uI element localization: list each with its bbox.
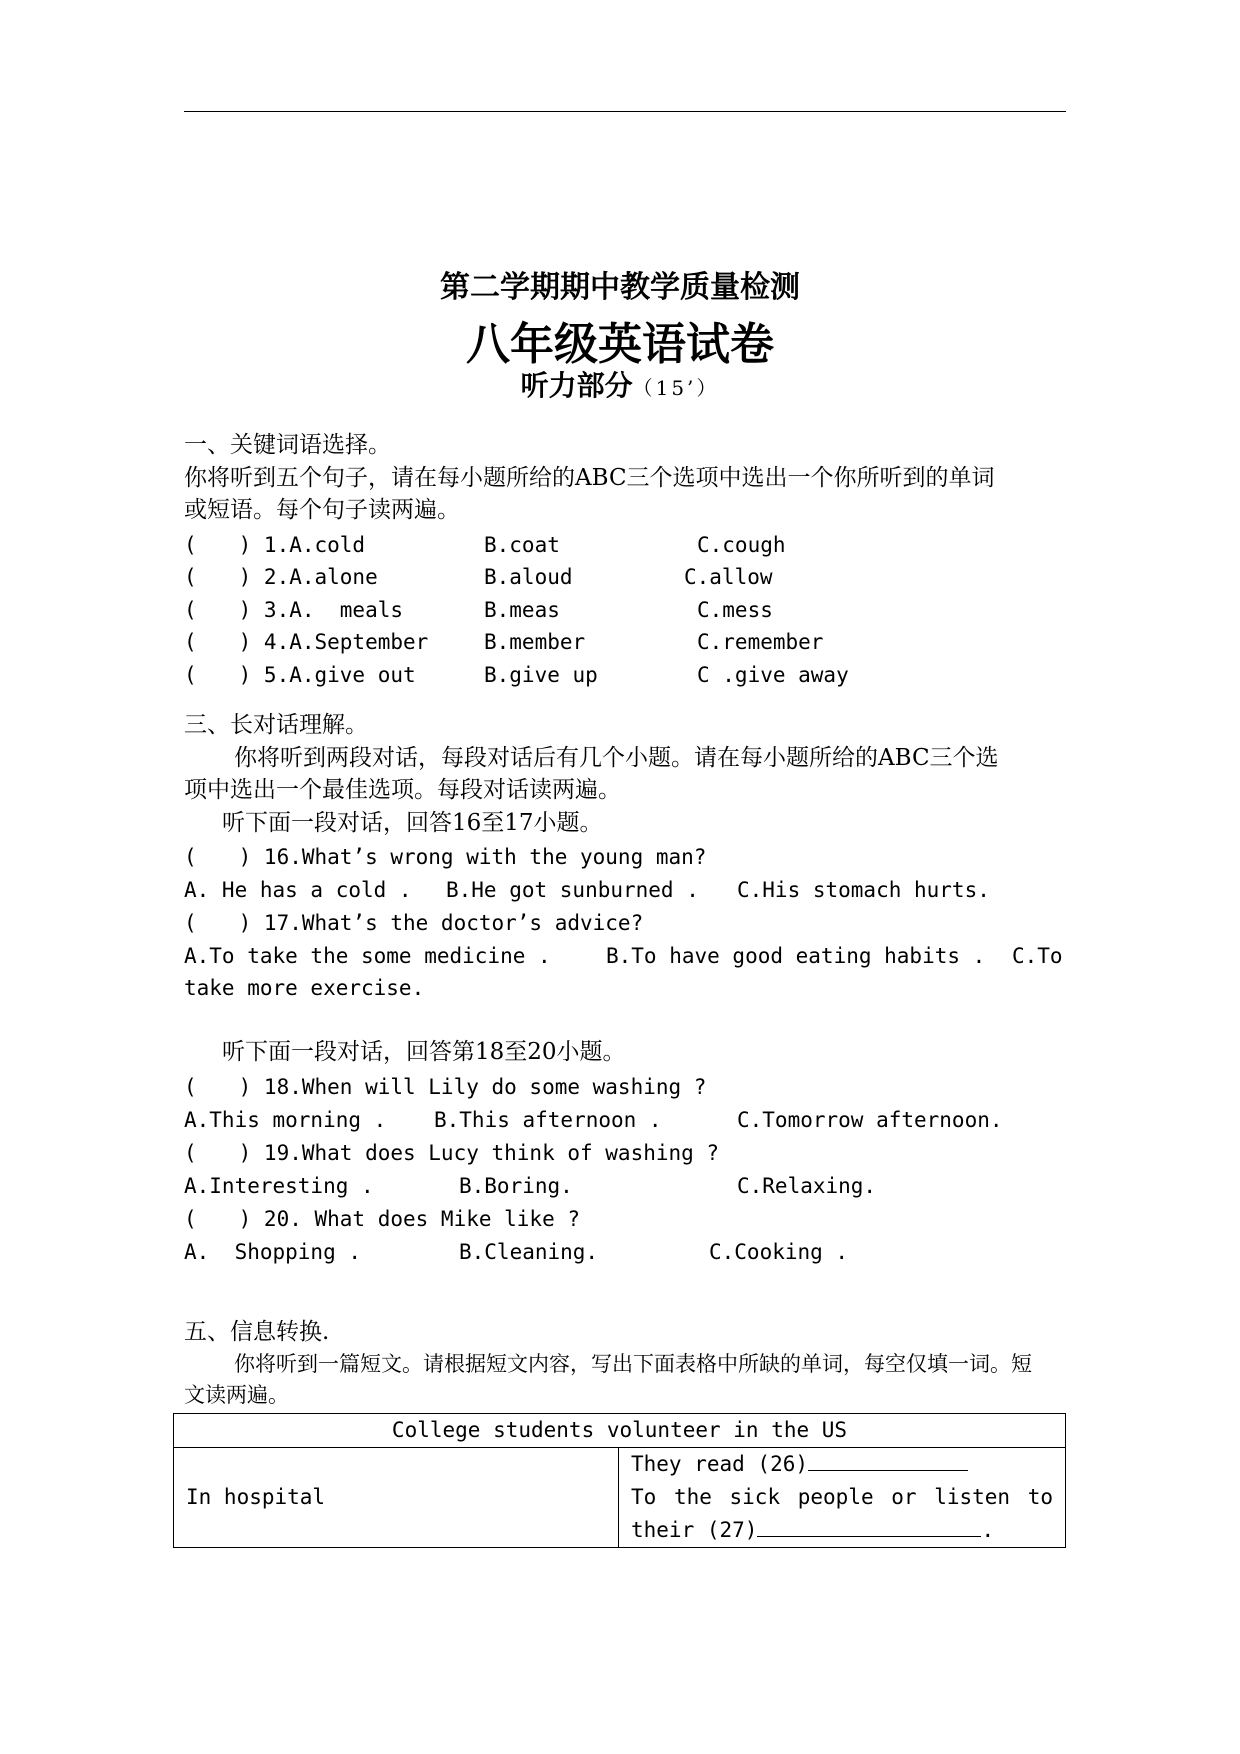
question-prefix: ( ) 2. bbox=[184, 565, 290, 589]
info-table bbox=[173, 1413, 1066, 1548]
option-c: C.cough bbox=[697, 533, 786, 557]
option-a: A.September bbox=[289, 630, 429, 654]
question-17: ( ) 17.What’s the doctor’s advice? bbox=[184, 911, 644, 935]
q20-option-a: A. Shopping . bbox=[184, 1240, 362, 1264]
exam-title-line2: 八年级英语试卷 bbox=[466, 319, 774, 370]
section3-heading: 三、长对话理解。 bbox=[184, 712, 368, 738]
exam-title-line3 bbox=[0, 364, 1240, 404]
option-a: A.alone bbox=[289, 565, 378, 589]
question-prefix: ( ) 1. bbox=[184, 533, 290, 557]
option-a: A.cold bbox=[289, 533, 366, 557]
section3-instruction: 你将听到两段对话，每段对话后有几个小题。请在每小题所给的ABC三个选 bbox=[234, 745, 999, 771]
q17-option-b: B.To have good eating habits . bbox=[606, 944, 986, 968]
q16-option-a: A. He has a cold . bbox=[184, 878, 412, 902]
activity-line2: To the sick people or listen to bbox=[631, 1485, 1053, 1509]
q18-option-a: A.This morning . bbox=[184, 1108, 387, 1132]
option-c: C .give away bbox=[697, 663, 849, 687]
q20-option-c: C.Cooking . bbox=[709, 1240, 849, 1264]
section1-instruction-cont: 或短语。每个句子读两遍。 bbox=[184, 497, 460, 523]
blank-26[interactable] bbox=[808, 1450, 968, 1471]
question-18: ( ) 18.When will Lily do some washing ? bbox=[184, 1075, 707, 1099]
listening-score: （15’） bbox=[632, 376, 720, 400]
section5-instruction: 你将听到一篇短文。请根据短文内容，写出下面表格中所缺的单词，每空仅填一词。短 bbox=[234, 1352, 1032, 1376]
section5-instruction-cont: 文读两遍。 bbox=[184, 1383, 289, 1407]
option-b: B.member bbox=[484, 630, 586, 654]
section1-heading: 一、关键词语选择。 bbox=[184, 432, 391, 458]
q17-option-c: C.To bbox=[1012, 944, 1063, 968]
option-c: C.mess bbox=[697, 598, 773, 622]
question-2 bbox=[184, 562, 378, 592]
question-3 bbox=[184, 595, 403, 625]
dialogue1-intro: 听下面一段对话，回答16至17小题。 bbox=[222, 810, 603, 836]
q17-option-c-cont: take more exercise. bbox=[184, 976, 425, 1000]
dialogue2-intro: 听下面一段对话，回答第18至20小题。 bbox=[222, 1039, 626, 1065]
option-c: C.remember bbox=[697, 630, 824, 654]
option-b: B.coat bbox=[484, 533, 560, 557]
q16-option-b: B.He got sunburned . bbox=[446, 878, 699, 902]
section5-heading: 五、信息转换. bbox=[184, 1319, 330, 1345]
blank-26-label: They read (26) bbox=[631, 1452, 809, 1476]
option-c: C.allow bbox=[684, 565, 773, 589]
blank-27[interactable] bbox=[757, 1516, 981, 1537]
table-header: College students volunteer in the US bbox=[174, 1414, 1066, 1448]
q16-option-c: C.His stomach hurts. bbox=[737, 878, 990, 902]
option-a: A.give out bbox=[289, 663, 416, 687]
q18-option-c: C.Tomorrow afternoon. bbox=[737, 1108, 1003, 1132]
question-4 bbox=[184, 627, 428, 657]
q19-option-c: C.Relaxing. bbox=[737, 1174, 877, 1198]
question-19: ( ) 19.What does Lucy think of washing ? bbox=[184, 1141, 720, 1165]
section3-instruction-cont: 项中选出一个最佳选项。每段对话读两遍。 bbox=[184, 777, 621, 803]
q20-option-b: B.Cleaning. bbox=[459, 1240, 599, 1264]
question-20: ( ) 20. What does Mike like ? bbox=[184, 1207, 581, 1231]
q19-option-a: A.Interesting . bbox=[184, 1174, 374, 1198]
question-prefix: ( ) 3. bbox=[184, 598, 290, 622]
table-cell-activity bbox=[619, 1448, 1066, 1548]
table-cell-place: In hospital bbox=[174, 1448, 619, 1548]
exam-title-line1: 第二学期期中教学质量检测 bbox=[440, 270, 800, 305]
option-b: B.give up bbox=[484, 663, 598, 687]
activity-line3 bbox=[631, 1514, 1053, 1547]
question-prefix: ( ) 4. bbox=[184, 630, 290, 654]
question-16: ( ) 16.What’s wrong with the young man? bbox=[184, 845, 707, 869]
question-prefix: ( ) 5. bbox=[184, 663, 290, 687]
blank-27-period: . bbox=[981, 1518, 995, 1542]
header-rule bbox=[184, 111, 1066, 112]
question-5 bbox=[184, 660, 416, 690]
q17-option-a: A.To take the some medicine . bbox=[184, 944, 551, 968]
question-1 bbox=[184, 530, 365, 560]
blank-27-label: their (27) bbox=[631, 1518, 758, 1542]
listening-part-label: 听力部分 bbox=[520, 369, 633, 402]
table-row bbox=[174, 1448, 1066, 1548]
section1-instruction: 你将听到五个句子，请在每小题所给的ABC三个选项中选出一个你所听到的单词 bbox=[184, 465, 995, 491]
option-a: A. meals bbox=[289, 598, 404, 622]
q18-option-b: B.This afternoon . bbox=[434, 1108, 662, 1132]
option-b: B.aloud bbox=[484, 565, 573, 589]
table-header-row bbox=[174, 1414, 1066, 1448]
q19-option-b: B.Boring. bbox=[459, 1174, 573, 1198]
option-b: B.meas bbox=[484, 598, 560, 622]
activity-line1 bbox=[631, 1448, 1053, 1481]
